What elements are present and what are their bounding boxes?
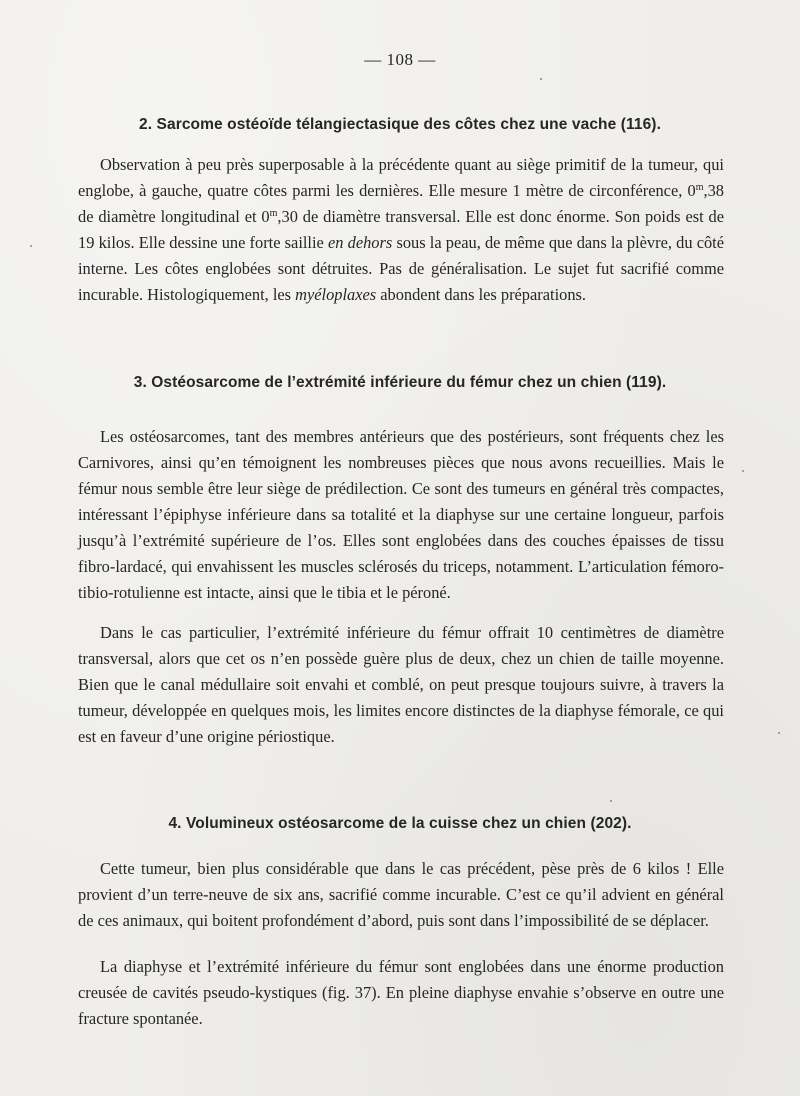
- italic-phrase: en dehors: [328, 233, 393, 252]
- section-4-paragraph-2: La diaphyse et l’extrémité inférieure du fémur sont englobées dans une énorme production creusée de cavités pseudo-kystiques (fig. 37). En pleine diaphyse envahie s’observe en outre une fracture spontanée.: [78, 957, 724, 1028]
- scan-speck: [30, 245, 32, 247]
- scan-speck: [778, 732, 780, 734]
- section-4-paragraph-1: Cette tumeur, bien plus considérable que dans le cas précédent, pèse près de 6 kilos ! Elle provient d’un terre-neuve de six ans, sacrifié comme incurable. C’est ce qu’il advient en général de ces animaux, qui boitent profondément d’abord, puis sont dans l’impossibilité de se déplacer.: [78, 859, 724, 930]
- text-run: ,38 de diamètre longitudinal et 0: [78, 181, 724, 226]
- section-2-paragraph-1: [78, 152, 724, 308]
- page-number: — 108 —: [364, 50, 436, 69]
- section-heading-2: 2. Sarcome ostéoïde télangiectasique des côtes chez une vache (116).: [139, 116, 661, 133]
- text-run: Observation à peu près superposable à la précédente quant au siège primitif de la tumeur, qui englobe, à gauche, quatre côtes parmi les dernières. Elle mesure 1 mètre de circonférence, 0: [78, 155, 724, 200]
- scan-speck: [540, 78, 542, 80]
- section-heading-4: 4. Volumineux ostéosarcome de la cuisse chez un chien (202).: [168, 815, 632, 832]
- scan-speck: [610, 800, 612, 802]
- text-run: ,30 de diamètre transversal. Elle est donc énorme. Son poids est de 19 kilos. Elle dessine une forte saillie: [78, 207, 725, 252]
- scan-speck: [742, 470, 744, 472]
- text-run: sous la peau, de même que dans la plèvre, du côté interne. Les côtes englobées sont détruites. Pas de généralisation. Le sujet fut sacrifié comme incurable. Histologiquement, les: [78, 233, 725, 304]
- text-run: abondent dans les préparations.: [376, 285, 586, 304]
- superscript-unit: m: [695, 182, 704, 193]
- section-heading-3: 3. Ostéosarcome de l’extrémité inférieure du fémur chez un chien (119).: [133, 374, 667, 391]
- section-3-paragraph-1: Les ostéosarcomes, tant des membres antérieurs que des postérieurs, sont fréquents chez les Carnivores, ainsi qu’en témoignent les nombreuses pièces que nous avons recueillies. Mais le fémur nous semble être leur siège de prédilection. Ce sont des tumeurs en général très compactes, intéressant l’épiphyse inférieure dans sa totalité et la diaphyse sur une certaine longueur, parfois jusqu’à l’extrémité supérieure de l’os. Elles sont englobées dans des couches épaisses de tissu fibro-lardacé, qui envahissent les muscles sclérosés du triceps, notamment. L’articulation fémoro-tibio-rotulienne est intacte, ainsi que le tibia et le péroné.: [78, 427, 724, 602]
- superscript-unit: m: [269, 208, 278, 219]
- section-3-paragraph-2: Dans le cas particulier, l’extrémité inférieure du fémur offrait 10 centimètres de diamètre transversal, alors que cet os n’en possède guère plus de deux, chez un chien de taille moyenne. Bien que le canal médullaire soit envahi et comblé, on peut presque toujours suivre, à travers la tumeur, développée en quelques mois, les limites encore distinctes de la diaphyse fémorale, ce qui est en faveur d’une origine périostique.: [78, 623, 724, 746]
- italic-term: myéloplaxes: [295, 285, 377, 304]
